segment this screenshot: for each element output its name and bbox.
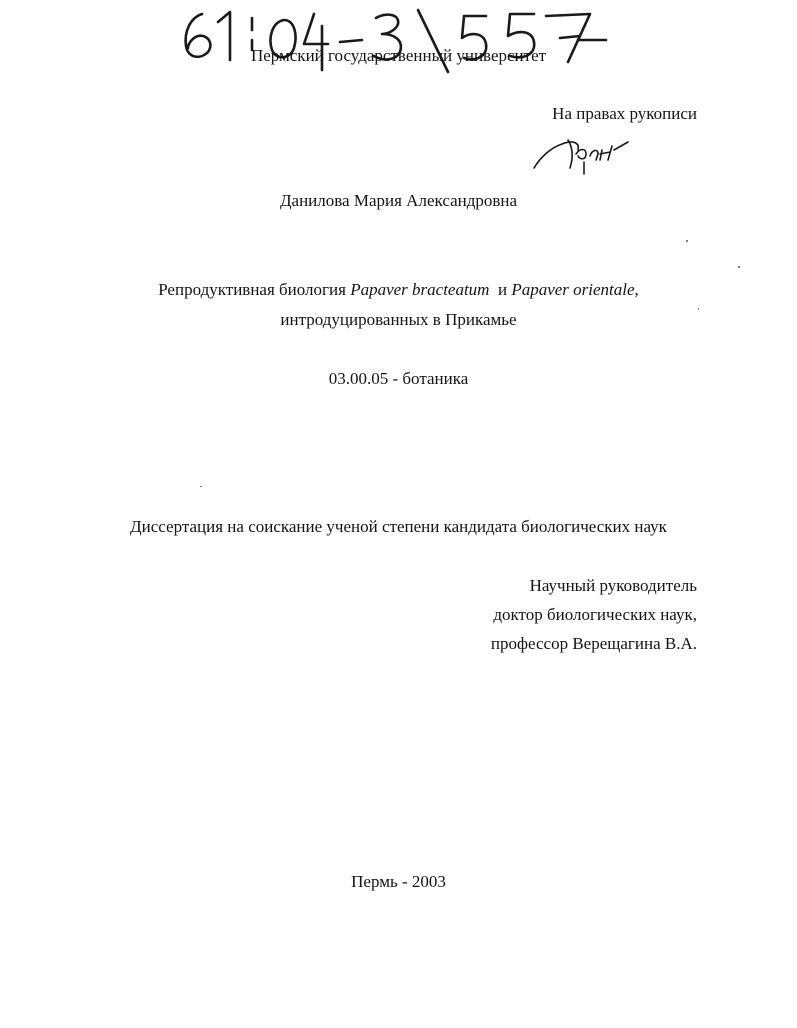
supervisor-degree: доктор биологических наук, xyxy=(493,605,697,624)
title-part1: Репродуктивная биология xyxy=(158,280,351,299)
specialty-code: 03.00.05 - ботаника xyxy=(328,369,469,388)
dissertation-statement: Диссертация на соискание ученой степени кандидата биологических наук xyxy=(130,517,667,536)
handwritten-signature xyxy=(528,128,638,176)
title-part2: и xyxy=(489,280,512,299)
scan-speck xyxy=(698,308,699,310)
manuscript-rights-note: На правах рукописи xyxy=(552,104,697,123)
species-papaver-bracteatum: Papaver bracteatum xyxy=(350,280,490,299)
handwritten-archive-number xyxy=(180,0,610,78)
scan-speck xyxy=(200,486,202,487)
supervisor-heading: Научный руководитель xyxy=(529,576,697,595)
author-name: Данилова Мария Александровна xyxy=(279,191,518,210)
scan-speck xyxy=(738,266,740,268)
university-name: Пермский государственный университет xyxy=(250,46,547,65)
scan-speck xyxy=(686,240,688,242)
dissertation-title-line2: интродуцированных в Прикамье xyxy=(280,310,517,329)
dissertation-title xyxy=(0,280,797,300)
title-part3: , xyxy=(634,280,639,299)
supervisor-name: профессор Верещагина В.А. xyxy=(490,634,697,653)
city-year: Пермь - 2003 xyxy=(351,872,446,891)
species-papaver-orientale: Papaver orientale xyxy=(511,280,635,299)
